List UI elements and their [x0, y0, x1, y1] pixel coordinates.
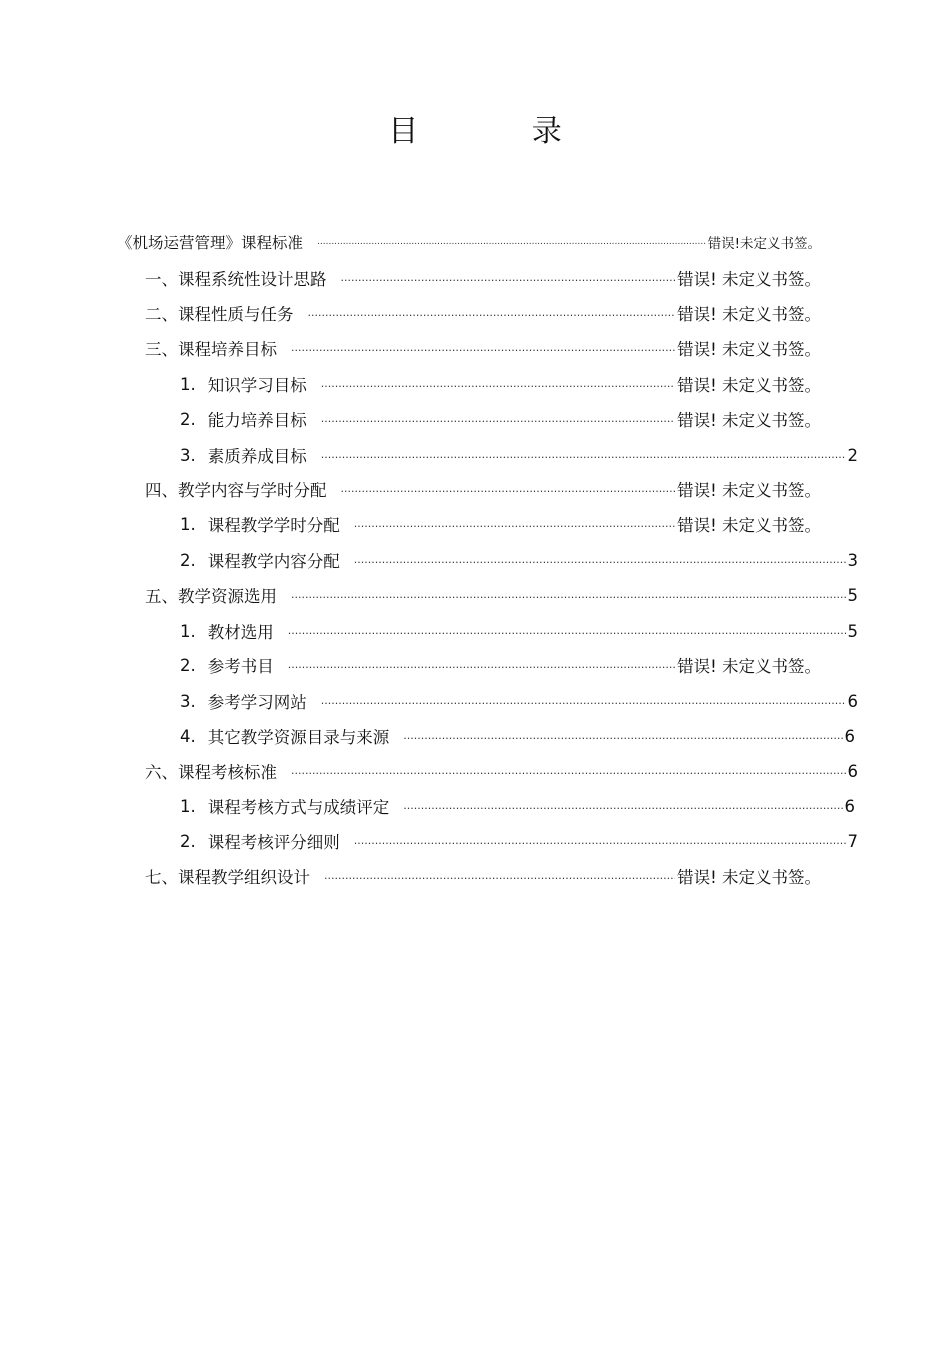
toc-entry-label: 1. 课程教学学时分配 [180, 514, 340, 535]
toc-entry-label: 二、课程性质与任务 [145, 305, 294, 324]
toc-entry-section-7[interactable] [145, 861, 821, 891]
toc-leader-dots [354, 826, 846, 856]
toc-page-ref: 错误! 未定义书签。 [677, 376, 821, 395]
toc-entry-label: 2. 课程教学内容分配 [180, 550, 340, 571]
toc-page-ref: 6 [847, 691, 858, 711]
toc-entry-label: 五、教学资源选用 [145, 587, 277, 606]
toc-entry-label: 1. 知识学习目标 [180, 374, 307, 395]
toc-page-ref: 5 [847, 621, 858, 641]
toc-entry-label: 三、课程培养目标 [145, 340, 277, 359]
toc-page-ref: 错误! 未定义书签。 [677, 305, 821, 324]
toc-page-ref: 2 [847, 445, 858, 465]
toc-page-ref: 错误! 未定义书签。 [677, 340, 821, 359]
toc-entry-6-2[interactable] [180, 826, 858, 856]
toc-entry-label: 3. 参考学习网站 [180, 691, 307, 712]
toc-entry-5-2[interactable] [180, 650, 821, 680]
toc-entry-label: 四、教学内容与学时分配 [145, 481, 327, 500]
toc-leader-dots [321, 404, 675, 434]
toc-entry-label: 七、课程教学组织设计 [145, 868, 310, 887]
toc-entry-6-1[interactable] [180, 791, 855, 821]
toc-entry-4-2[interactable] [180, 545, 858, 575]
toc-entry-label: 4. 其它教学资源目录与来源 [180, 726, 390, 747]
toc-entry-label: 2. 能力培养目标 [180, 409, 307, 430]
toc-page-ref: 7 [847, 831, 858, 851]
toc-page-ref: 错误! 未定义书签。 [677, 657, 821, 676]
toc-leader-dots [403, 791, 842, 821]
toc-page-ref: 错误!未定义书签。 [707, 236, 821, 252]
toc-page-ref: 错误! 未定义书签。 [677, 270, 821, 289]
toc-entry-5-4[interactable] [180, 721, 855, 751]
toc-entry-section-6[interactable] [145, 756, 858, 786]
toc-leader-dots [403, 721, 842, 751]
toc-page-ref: 错误! 未定义书签。 [677, 481, 821, 500]
toc-leader-dots [324, 861, 675, 891]
toc-leader-dots [291, 333, 675, 363]
toc-entry-section-5[interactable] [145, 580, 858, 610]
toc-leader-dots [308, 298, 676, 328]
toc-leader-dots [288, 650, 675, 680]
toc-leader-dots [321, 369, 675, 399]
toc-page-ref: 3 [847, 550, 858, 570]
toc-entry-section-2[interactable] [145, 298, 821, 328]
toc-leader-dots [288, 616, 846, 646]
toc-leader-dots [354, 509, 675, 539]
toc-entry-3-1[interactable] [180, 369, 821, 399]
toc-entry-label: 2. 课程考核评分细则 [180, 831, 340, 852]
toc-page-ref: 错误! 未定义书签。 [677, 411, 821, 430]
toc-leader-dots [317, 227, 706, 257]
toc-leader-dots [341, 474, 676, 504]
toc-leader-dots [354, 545, 846, 575]
toc-entry-section-3[interactable] [145, 333, 821, 363]
toc-entry-3-2[interactable] [180, 404, 821, 434]
toc-entry-label: 1. 教材选用 [180, 621, 274, 642]
toc-title: 目 录 [388, 114, 614, 149]
toc-leader-dots [291, 756, 846, 786]
toc-entry-label: 2. 参考书目 [180, 655, 274, 676]
toc-entry-course-standard[interactable] [117, 227, 821, 257]
toc-entry-3-3[interactable] [180, 440, 858, 470]
toc-leader-dots [321, 686, 846, 716]
toc-entry-5-1[interactable] [180, 616, 858, 646]
toc-leader-dots [341, 263, 676, 293]
toc-page-ref: 6 [844, 726, 855, 746]
toc-entry-label: 1. 课程考核方式与成绩评定 [180, 796, 390, 817]
toc-entry-4-1[interactable] [180, 509, 821, 539]
toc-page-ref: 6 [847, 761, 858, 781]
toc-entry-5-3[interactable] [180, 686, 858, 716]
toc-entry-section-4[interactable] [145, 474, 821, 504]
toc-entry-label: 3. 素质养成目标 [180, 445, 307, 466]
toc-entry-label: 一、课程系统性设计思路 [145, 270, 327, 289]
toc-page-ref: 错误! 未定义书签。 [677, 516, 821, 535]
toc-leader-dots [321, 440, 846, 470]
toc-entry-section-1[interactable] [145, 263, 821, 293]
toc-entry-label: 《机场运营管理》课程标准 [117, 234, 304, 252]
toc-page-ref: 6 [844, 796, 855, 816]
toc-page-ref: 5 [847, 585, 858, 605]
toc-entry-label: 六、课程考核标准 [145, 763, 277, 782]
toc-leader-dots [291, 580, 846, 610]
toc-page-ref: 错误! 未定义书签。 [677, 868, 821, 887]
